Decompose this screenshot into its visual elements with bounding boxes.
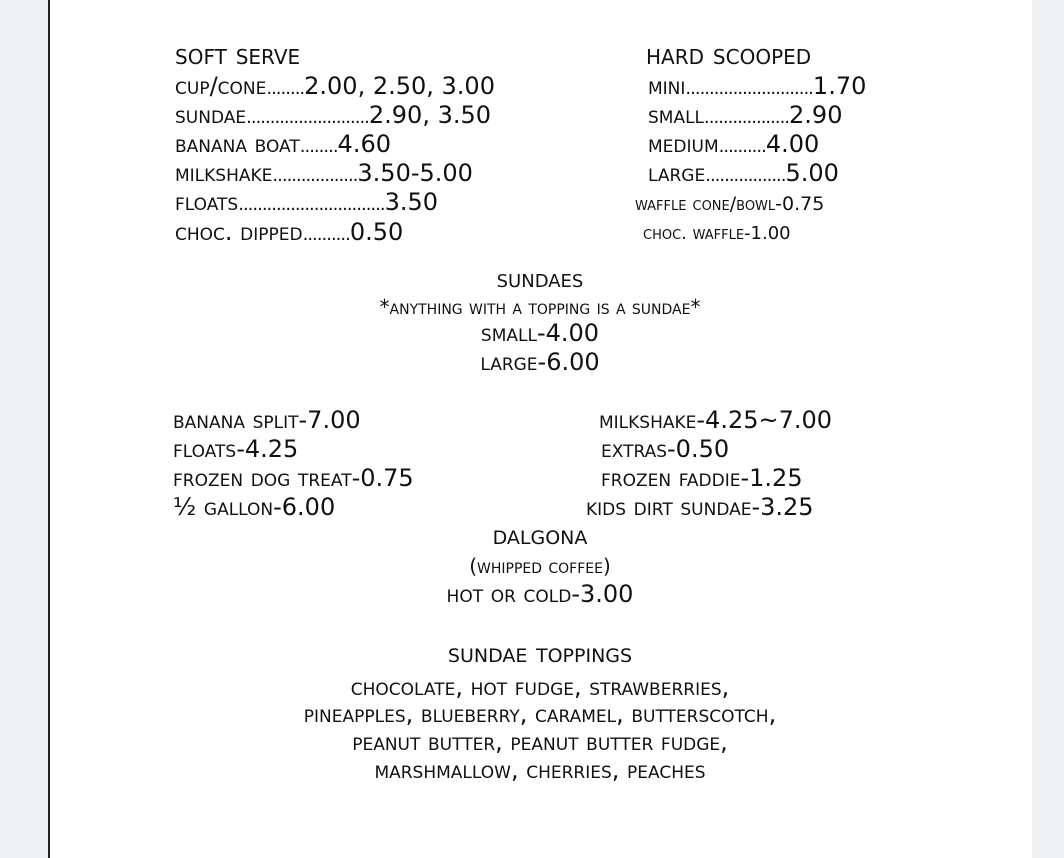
item-dots: .................. — [272, 165, 358, 186]
toppings-line: marshmallow, cherries, peaches — [374, 756, 706, 784]
toppings-line: chocolate, hot fudge, strawberries, — [350, 673, 730, 701]
list-item — [175, 188, 438, 219]
item-name: choc. dipped — [175, 218, 303, 246]
item-dots: .......... — [302, 224, 350, 245]
item-price: 0.50 — [349, 218, 404, 246]
item-price: 4.00 — [765, 130, 820, 158]
list-item: milkshake-4.25~7.00 — [599, 406, 833, 434]
list-item: frozen faddie-1.25 — [601, 464, 803, 492]
item-name: large — [648, 159, 706, 187]
list-item — [175, 130, 391, 161]
item-price: 3.50 — [384, 188, 439, 216]
item-name: floats — [175, 188, 239, 216]
item-name: mini — [648, 72, 686, 100]
item-price: 2.00, 2.50, 3.00 — [304, 72, 495, 100]
soft-serve-heading: soft serve — [175, 38, 301, 71]
menu-page — [48, 0, 1032, 858]
item-name: sundae — [175, 101, 247, 129]
list-item — [175, 218, 403, 249]
list-item: frozen dog treat-0.75 — [173, 464, 414, 492]
dalgona-heading: dalgona — [492, 520, 588, 551]
item-name: small — [648, 101, 705, 129]
list-item — [648, 101, 842, 132]
sundae-large-price: large-6.00 — [480, 348, 600, 376]
dalgona-subtitle: (whipped coffee) — [469, 554, 611, 578]
item-dots: .......................... — [246, 107, 369, 128]
item-dots: .................. — [704, 107, 790, 128]
toppings-line: pineapples, blueberry, caramel, butterscotch, — [303, 700, 777, 728]
item-dots: ................. — [705, 165, 786, 186]
list-item: floats-4.25 — [173, 435, 299, 463]
item-price: 2.90 — [789, 101, 843, 129]
item-dots: ........ — [266, 78, 305, 99]
list-item: kids dirt sundae-3.25 — [586, 493, 814, 521]
list-item — [648, 72, 866, 103]
item-price: 4.60 — [337, 130, 391, 158]
item-dots: ........ — [299, 136, 338, 157]
choc-waffle-item: choc. waffle-1.00 — [643, 223, 791, 244]
item-dots: .......... — [718, 136, 766, 157]
dalgona-price: hot or cold-3.00 — [446, 580, 634, 608]
hard-scooped-heading: hard scooped — [646, 38, 812, 71]
page-left-edge — [48, 0, 50, 858]
toppings-line: peanut butter, peanut butter fudge, — [352, 728, 728, 756]
sundae-small-price: small-4.00 — [480, 319, 600, 347]
list-item: banana split-7.00 — [173, 406, 361, 434]
item-price: 1.70 — [812, 72, 867, 100]
item-name: banana boat — [175, 130, 300, 158]
list-item — [175, 101, 491, 132]
item-dots: ........................... — [685, 78, 813, 99]
item-name: medium — [648, 130, 719, 158]
item-price: 2.90, 3.50 — [368, 101, 492, 129]
list-item — [175, 159, 473, 190]
list-item — [175, 72, 495, 103]
item-name: cup/cone — [175, 72, 267, 100]
item-price: 5.00 — [785, 159, 839, 187]
waffle-cone-item: waffle cone/bowl-0.75 — [635, 193, 825, 215]
toppings-heading: sundae toppings — [447, 638, 633, 669]
sundaes-heading: sundaes — [496, 264, 584, 294]
item-name: milkshake — [175, 159, 273, 187]
list-item: extras-0.50 — [601, 435, 730, 463]
item-price: 3.50-5.00 — [357, 159, 473, 187]
list-item — [648, 130, 819, 161]
list-item: ½ gallon-6.00 — [173, 493, 336, 521]
item-dots: ............................... — [238, 194, 385, 215]
list-item — [648, 159, 839, 190]
sundaes-note: *anything with a topping is a sundae* — [379, 295, 701, 319]
